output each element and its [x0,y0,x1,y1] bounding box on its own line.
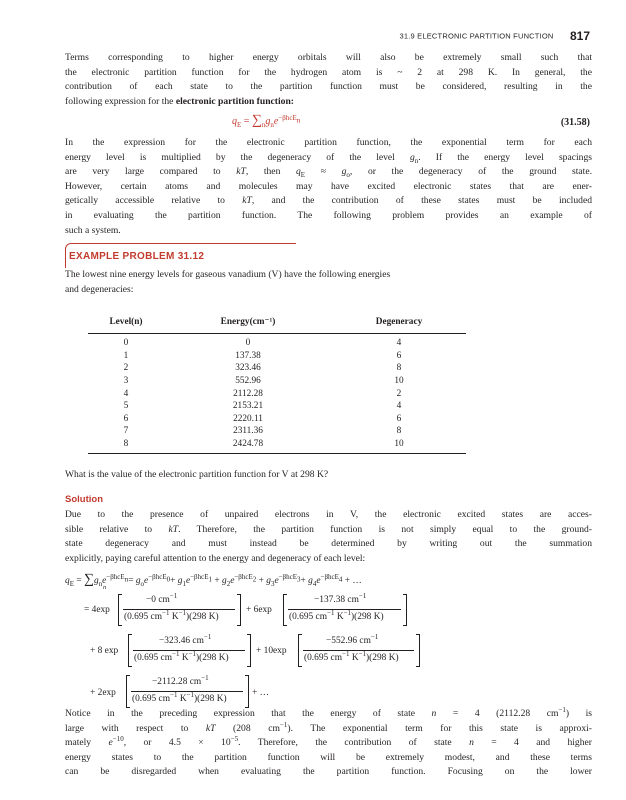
denominator: (0.695 cm [124,612,163,622]
cell-degeneracy: 6 [396,350,402,361]
final-line: = 4 and higher [473,737,592,749]
cell-energy: 323.46 [235,363,261,374]
cell-energy: 2112.28 [233,388,263,399]
solution-line: explicitly, paying careful attention to the energy and degeneracy of each level: [65,552,366,564]
question [65,468,592,483]
cell-degeneracy: 2 [396,388,402,399]
denominator: )(298 K) [351,612,384,622]
numerator-2: −323.46 cm [159,636,204,646]
eq-sum-index: n [261,121,266,129]
eq-lhs-sub: E [237,121,242,129]
final-line: energy states to the partition function will be extremely modest, and these terms [65,751,592,763]
final-paragraph: Notice in the preceding expression that the energy of state n = 4 (2112.28 $cm^{-1}$) is large with respect to kT (208 $cm^{-1}$). The exponential term for this state is approxi- mately $e^{-10}$, or $4.5 \times 10^{-5}$. Therefore, the contribution of state n = 4 and higher energy states to the partition function will be extremely modest, and these terms can be disregarded when evaluating the partition function. Focusing on the lower [65,707,592,780]
intro-paragraph [65,51,592,109]
solution-line: . Therefore, the partition function is not simply equal to the ground- [178,523,592,535]
solution-line: Due to the presence of unpaired electrons in V, the electronic excited states are acces- [65,509,592,520]
example-line: The lowest nine energy levels for gaseous vanadium (V) have the following energies [65,269,391,280]
cell-energy: 552.96 [235,376,261,387]
bracket-right [247,634,251,667]
denominator: )(298 K) [194,694,227,704]
numerator-0: −0 cm [146,595,170,605]
cell-level: 2 [123,363,129,374]
para-line: are very large compared to [65,166,237,178]
final-line: can be disregarded when evaluating the partition function. Focusing on the lower [65,766,592,778]
denominator: K [169,612,179,622]
solution-heading: Solution [65,494,103,505]
fraction-bar [131,691,243,692]
final-line: ). The exponential term for this state is approxi- [287,722,593,734]
cell-energy: 2153.21 [232,401,264,412]
denominator: (0.695 cm [132,694,171,704]
cell-degeneracy: 8 [396,426,402,437]
cell-level: 6 [123,413,129,424]
example-intro [65,268,592,297]
solution-line: sible relative to [65,523,169,535]
section-title: 31.9 ELECTRONIC PARTITION FUNCTION [399,31,554,41]
header-level: Level(n) [88,316,164,334]
summation-equation: $q_E = \sum g_ne^{-\beta hcE_n}= g_oe^{-\beta hcE_0}+ g_1e^{-\beta hcE_1} + g_2e^{-\beta hcE_2} + g_3e^{-\beta hcE_3}+ g_4e^{-\beta hcE_4}$ + … n = 4exp −0 $cm^{-1}$ (0.695 $cm^{-1}$ $K^{-1})(298$ K) + 6exp −137.38 $cm^{-1}$ (0.695 $cm^{-1}$ $K^{-1})(298$ K) + 8 exp −323.46 $cm^{-1}$ (0.695 $cm^{-1}$ $K^{-1})(298$ K) + 10exp −552.96 $cm^{-1}$ (0.695 $cm^{-1}$ $K^{-1})(298$ K) + 2exp −2112.28 $cm^{-1}$ (0.695 $cm^{-1}$ $K^{-1})(298$ K) + … [0,0,626,800]
final-line: = 4 (2112.28 cm [436,708,559,719]
para-line: , or the degeneracy of the ground state. [349,166,592,178]
eq-lhs: q [232,116,237,127]
cell-level: 7 [123,426,129,437]
eq2-term-4: = 4exp [84,605,110,615]
denominator: K [179,653,189,663]
final-line: ) is [565,708,593,719]
para-line: such a system. [65,224,121,236]
example-title: EXAMPLE PROBLEM 31.12 [69,251,205,262]
denominator: (0.695 cm [304,653,343,663]
equation-31-58: $q_E = \sum_ng_ne^{-\beta hcE_n}$ (31.58) [232,113,590,129]
eq2-term-2: + 2exp [90,688,116,698]
para-line: , and the contribution of these states must be included [251,195,592,207]
denominator: K [177,694,187,704]
bracket-left [283,594,287,626]
solution-paragraph: Due to the presence of unpaired electrons in V, the electronic excited states are acces- sible relative to kT. Therefore, the partition function is not simply equal to the ground- state degeneracy and must instead be determined by writing out the summation explicitly, paying careful attention to the energy and degeneracy of each level: [65,508,592,566]
intro-line: Terms corresponding to higher energy orbitals will also be extremely small such that [65,52,592,63]
denominator: (0.695 cm [289,612,328,622]
denominator: )(298 K) [186,612,219,622]
bracket-right [245,675,249,708]
bracket-left [126,675,130,708]
denominator: K [349,653,359,663]
para-line: getically accessible relative to [65,195,243,207]
cell-level: 8 [88,438,164,454]
table-row [88,425,466,438]
fraction-bar [123,609,235,610]
final-line: . Therefore, the contribution of state [238,737,470,749]
cell-energy: 2220.11 [233,413,263,424]
header-energy: Energy(cm⁻¹) [164,316,332,334]
cell-level: 1 [123,350,129,361]
final-line: (208 cm [215,722,280,734]
cell-energy: 2311.36 [233,426,263,437]
denominator: K [334,612,344,622]
table-row [88,438,466,454]
header-degeneracy: Degeneracy [332,316,466,334]
eq2-term-10: + 10exp [256,646,287,656]
running-head [0,27,590,45]
final-line: mately [65,737,109,749]
final-line: Notice in the preceding expression that the energy of state [65,708,432,719]
table-row [88,413,466,426]
cell-degeneracy: 6 [396,413,402,424]
fraction-bar [288,609,401,610]
eq2-lhs: q [65,576,70,586]
example-line: and degeneracies: [65,283,134,295]
question-text: What is the value of the electronic partition function for V at 298 K? [65,469,329,480]
eq2-term-6: + 6exp [246,605,272,615]
table-row [88,334,466,350]
fraction-bar [133,650,245,651]
eq2-term-8: + 8 exp [90,646,119,656]
bracket-left [118,594,122,626]
key-term: electronic partition function: [175,95,294,107]
denominator: )(298 K) [366,653,399,663]
eq-exponent: −βhcE [278,113,297,122]
bracket-right [416,634,420,667]
para-line: in evaluating the partition function. The following problem provides an example of [65,209,592,221]
cell-degeneracy: 10 [332,438,466,454]
cell-level: 5 [123,401,129,412]
cell-energy: 0 [245,338,251,349]
page-number: 817 [569,28,590,43]
intro-line: contribution of each state to the partition function must be considered, resulting in the [65,81,592,93]
fraction-bar [303,650,414,651]
cell-degeneracy: 4 [396,338,402,349]
cell-level: 0 [123,338,129,349]
cell-energy: 137.38 [235,350,261,361]
cell-level: 3 [123,376,129,387]
para-line: However, certain atoms and molecules may have excited electronic states that are ener- [65,180,592,192]
equation-number: (31.58) [560,117,590,128]
eq2-continuation: + … [252,688,270,698]
final-line: , or 4.5 × 10 [123,737,231,749]
para-line: , then [245,166,296,178]
numerator-4: −2112.28 cm [152,677,202,687]
cell-energy: 2424.78 [164,438,332,454]
bracket-right [237,594,241,626]
cell-degeneracy: 4 [396,401,402,412]
para-line: . If the energy level spacings [418,151,592,163]
cell-degeneracy: 8 [396,363,402,374]
bracket-right [403,594,407,626]
table-row [88,375,466,388]
bracket-left [128,634,132,667]
cell-degeneracy: 10 [394,376,404,387]
table-row [88,387,466,400]
partition-paragraph: In the expression for the electronic partition function, the exponential term for each energy level is multiplied by the degeneracy of the level $g_n$. If the energy level spacings are very large compared to kT, then $q_E \approx g_o$, or the degeneracy of the ground state. However, certain atoms and molecules may have excited electronic states that are ener- getically accessible relative to kT, and the contribution of these states must be included in evaluating the partition function. The following problem provides an example of such a system. [65,136,592,238]
numerator-3: −552.96 cm [326,636,371,646]
denominator: )(298 K) [196,653,229,663]
table-row [88,400,466,413]
intro-line: following expression for the [65,95,174,107]
energy-levels-table [88,316,466,454]
bracket-left [298,634,302,667]
intro-line: the electronic partition function for the hydrogen atom is ~ 2 at 298 K. In general, the [65,66,592,78]
cell-level: 4 [123,388,129,399]
table-row [88,362,466,375]
solution-line: state degeneracy and must instead be determined by writing out the summation [65,538,592,550]
table-row [88,350,466,363]
eq-exponent-sub: n [296,116,301,125]
para-line: energy level is multiplied by the degeneracy of the level [65,151,410,163]
denominator: (0.695 cm [134,653,173,663]
numerator-1: −137.38 cm [314,595,359,605]
final-line: large with respect to [65,722,206,734]
para-line: In the expression for the electronic partition function, the exponential term for each [65,137,592,148]
